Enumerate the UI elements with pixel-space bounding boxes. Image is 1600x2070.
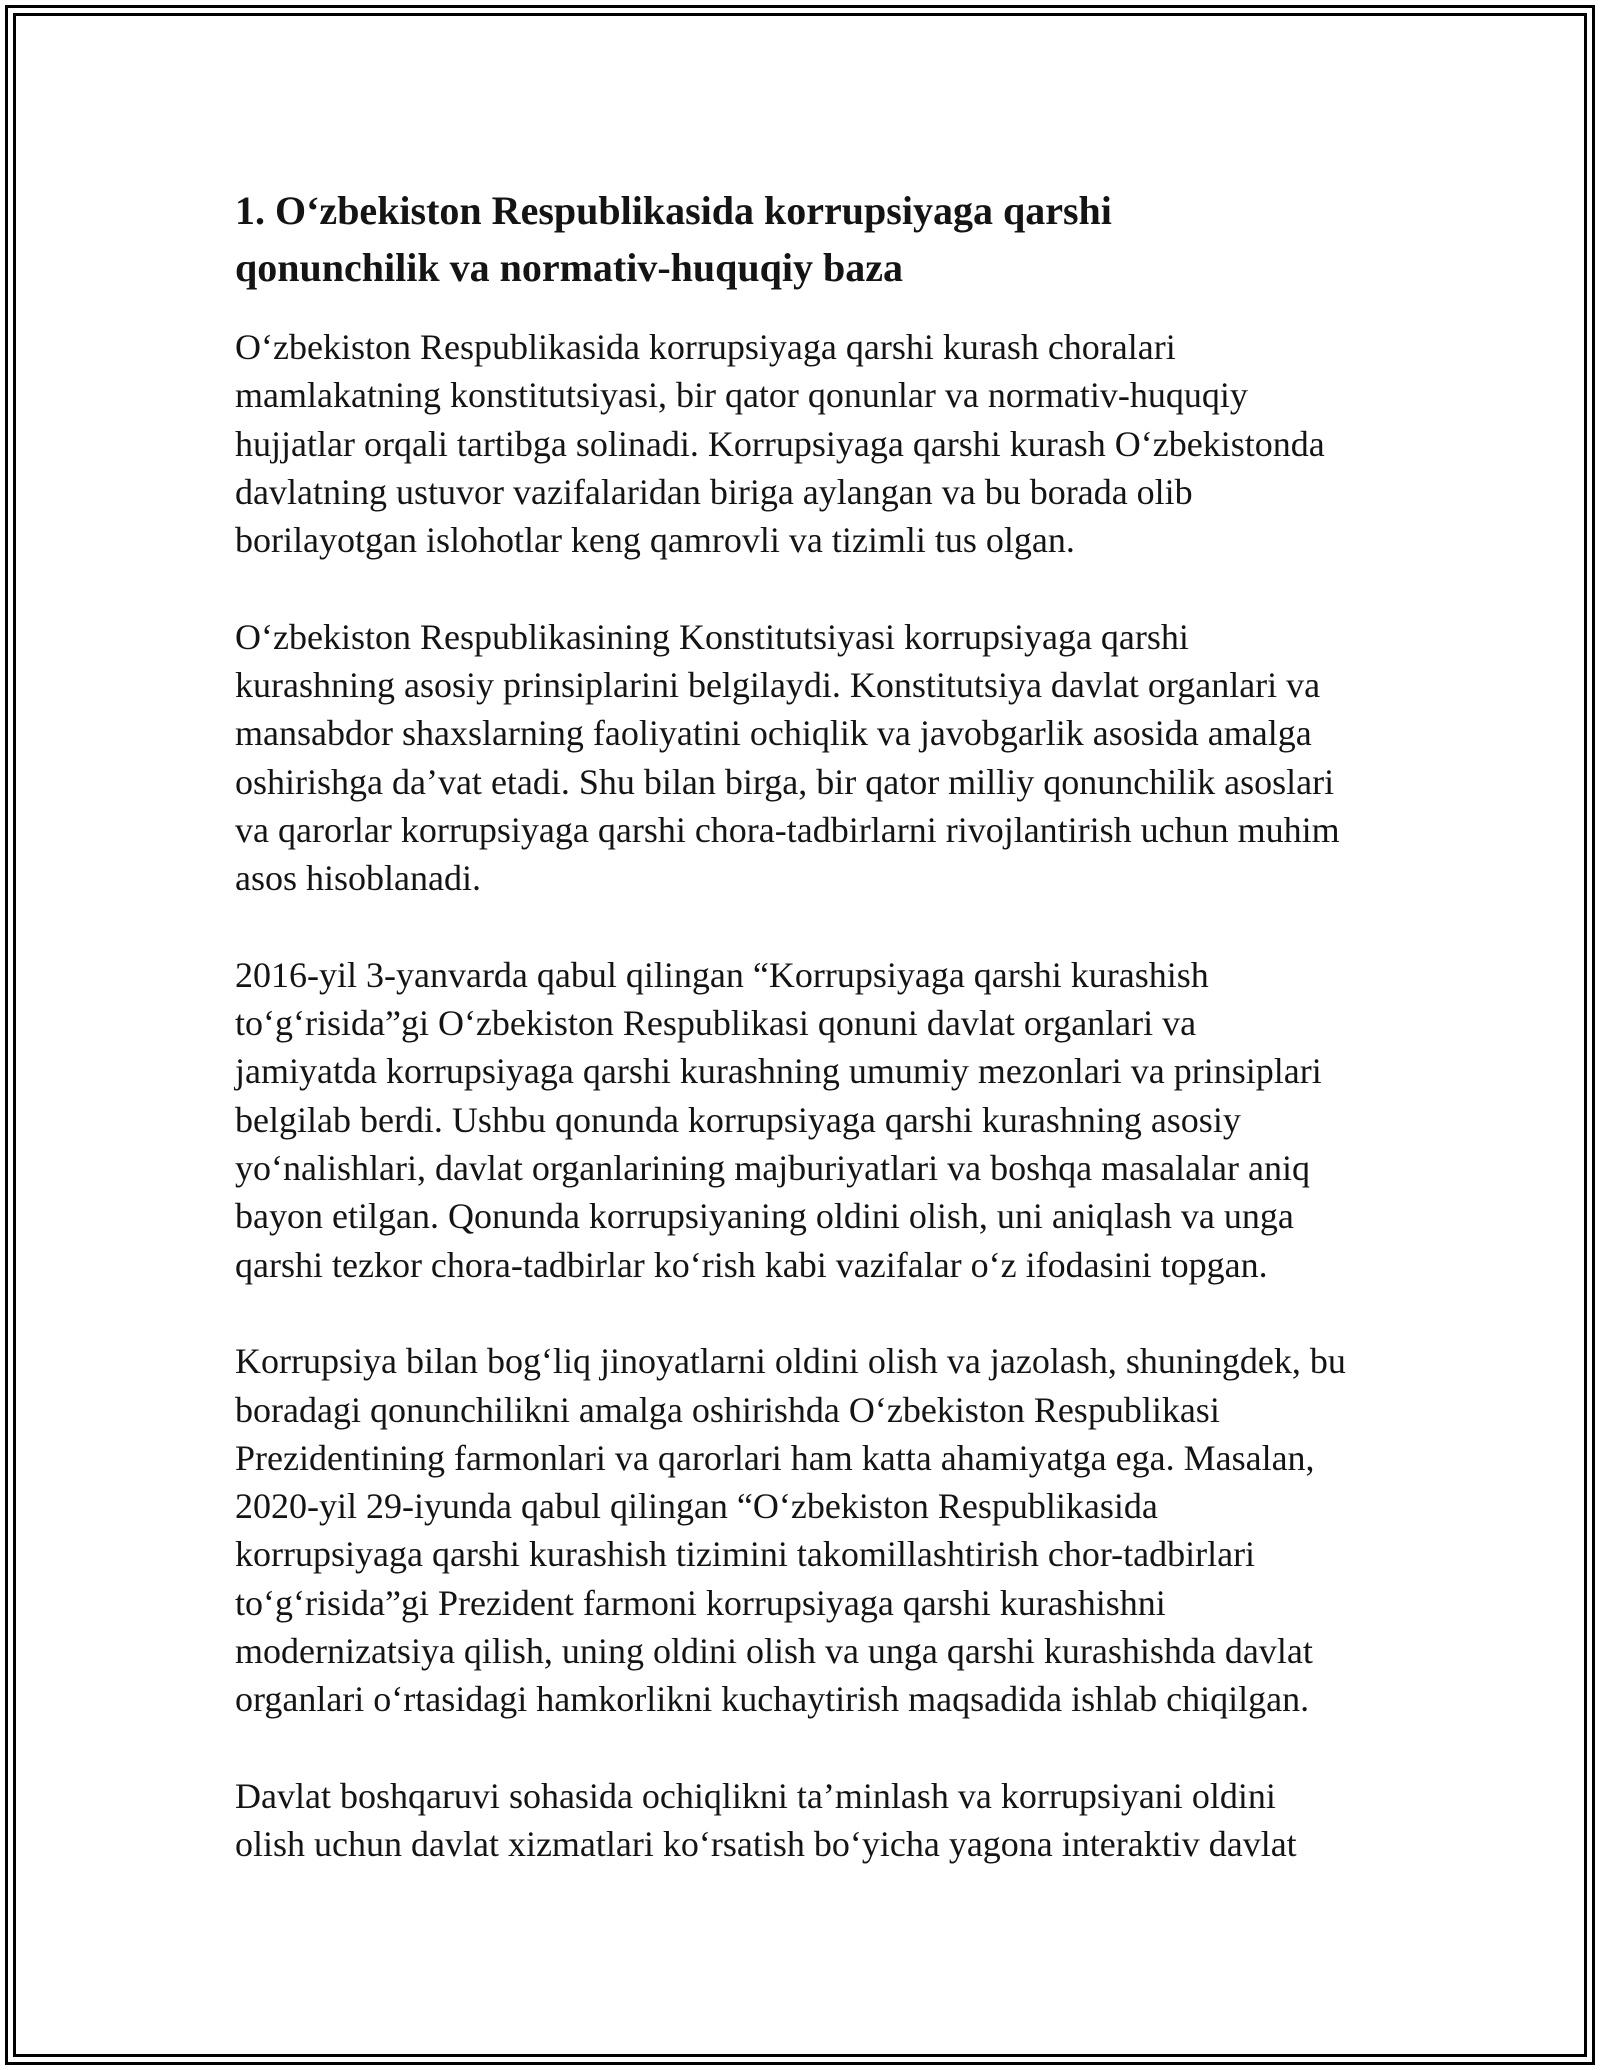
text-line: to‘g‘risida”gi Prezident farmoni korrupsiyaga qarshi kurashishni — [235, 1582, 1166, 1623]
text-line: mamlakatning konstitutsiyasi, bir qator qonunlar va normativ-huquqiy — [235, 375, 1248, 416]
section-heading — [235, 182, 1112, 296]
paragraph — [235, 613, 1455, 903]
text-line: Korrupsiya bilan bog‘liq jinoyatlarni oldini olish va jazolash, shuningdek, bu — [235, 1341, 1346, 1382]
text-line: olish uchun davlat xizmatlari ko‘rsatish bo‘yicha yagona interaktiv davlat — [235, 1824, 1297, 1865]
text-line: O‘zbekiston Respublikasida korrupsiyaga qarshi kurash choralari — [235, 327, 1176, 367]
text-line: 2016-yil 3-yanvarda qabul qilingan “Korrupsiyaga qarshi kurashish — [235, 954, 1209, 995]
text-line: 2020-yil 29-iyunda qabul qilingan “O‘zbekiston Respublikasida — [235, 1486, 1158, 1527]
text-line: Prezidentining farmonlari va qarorlari ham katta ahamiyatga ega. Masalan, — [235, 1437, 1315, 1478]
heading-line: qonunchilik va normativ-huquqiy baza — [235, 245, 903, 290]
text-line: borilayotgan islohotlar keng qamrovli va tizimli tus olgan. — [235, 520, 1075, 561]
text-line: korrupsiyaga qarshi kurashish tizimini takomillashtirish chor-tadbirlari — [235, 1534, 1256, 1575]
text-line: boradagi qonunchilikni amalga oshirishda O‘zbekiston Respublikasi — [235, 1389, 1220, 1430]
text-line: asos hisoblanadi. — [235, 858, 481, 899]
text-line: davlatning ustuvor vazifalaridan biriga aylangan va bu borada olib — [235, 471, 1193, 512]
text-line: mansabdor shaxslarning faoliyatini ochiqlik va javobgarlik asosida amalga — [235, 713, 1312, 754]
text-line: bayon etilgan. Qonunda korrupsiyaning oldini olish, uni aniqlash va unga — [235, 1196, 1294, 1237]
text-line: kurashning asosiy prinsiplarini belgilaydi. Konstitutsiya davlat organlari va — [235, 665, 1321, 706]
text-line: hujjatlar orqali tartibga solinadi. Korrupsiyaga qarshi kurash O‘zbekistonda — [235, 423, 1325, 464]
paragraph — [235, 323, 1455, 564]
text-line: O‘zbekiston Respublikasining Konstitutsiyasi korrupsiyaga qarshi — [235, 616, 1189, 657]
text-line: organlari o‘rtasidagi hamkorlikni kuchaytirish maqsadida ishlab chiqilgan. — [235, 1679, 1310, 1720]
text-line: belgilab berdi. Ushbu qonunda korrupsiyaga qarshi kurashning asosiy — [235, 1099, 1241, 1140]
text-line: modernizatsiya qilish, uning oldini olish va unga qarshi kurashishda davlat — [235, 1631, 1313, 1672]
text-line: Davlat boshqaruvi sohasida ochiqlikni ta’minlash va korrupsiyani oldini — [235, 1775, 1276, 1816]
text-line: qarshi tezkor chora-tadbirlar ko‘rish kabi vazifalar o‘z ifodasini topgan. — [235, 1244, 1268, 1285]
paragraph — [235, 951, 1455, 1289]
text-line: to‘g‘risida”gi O‘zbekiston Respublikasi qonuni davlat organlari va — [235, 1003, 1197, 1044]
text-line: jamiyatda korrupsiyaga qarshi kurashning umumiy mezonlari va prinsiplari — [235, 1051, 1322, 1092]
text-line: oshirishga da’vat etadi. Shu bilan birga, bir qator milliy qonunchilik asoslari — [235, 761, 1335, 802]
document-body — [235, 323, 1455, 1917]
paragraph — [235, 1337, 1455, 1723]
text-line: yo‘nalishlari, davlat organlarining majburiyatlari va boshqa masalalar aniq — [235, 1148, 1310, 1189]
heading-line: 1. O‘zbekiston Respublikasida korrupsiyaga qarshi — [235, 188, 1112, 233]
text-line: va qarorlar korrupsiyaga qarshi chora-tadbirlarni rivojlantirish uchun muhim — [235, 809, 1340, 850]
paragraph — [235, 1772, 1455, 1869]
